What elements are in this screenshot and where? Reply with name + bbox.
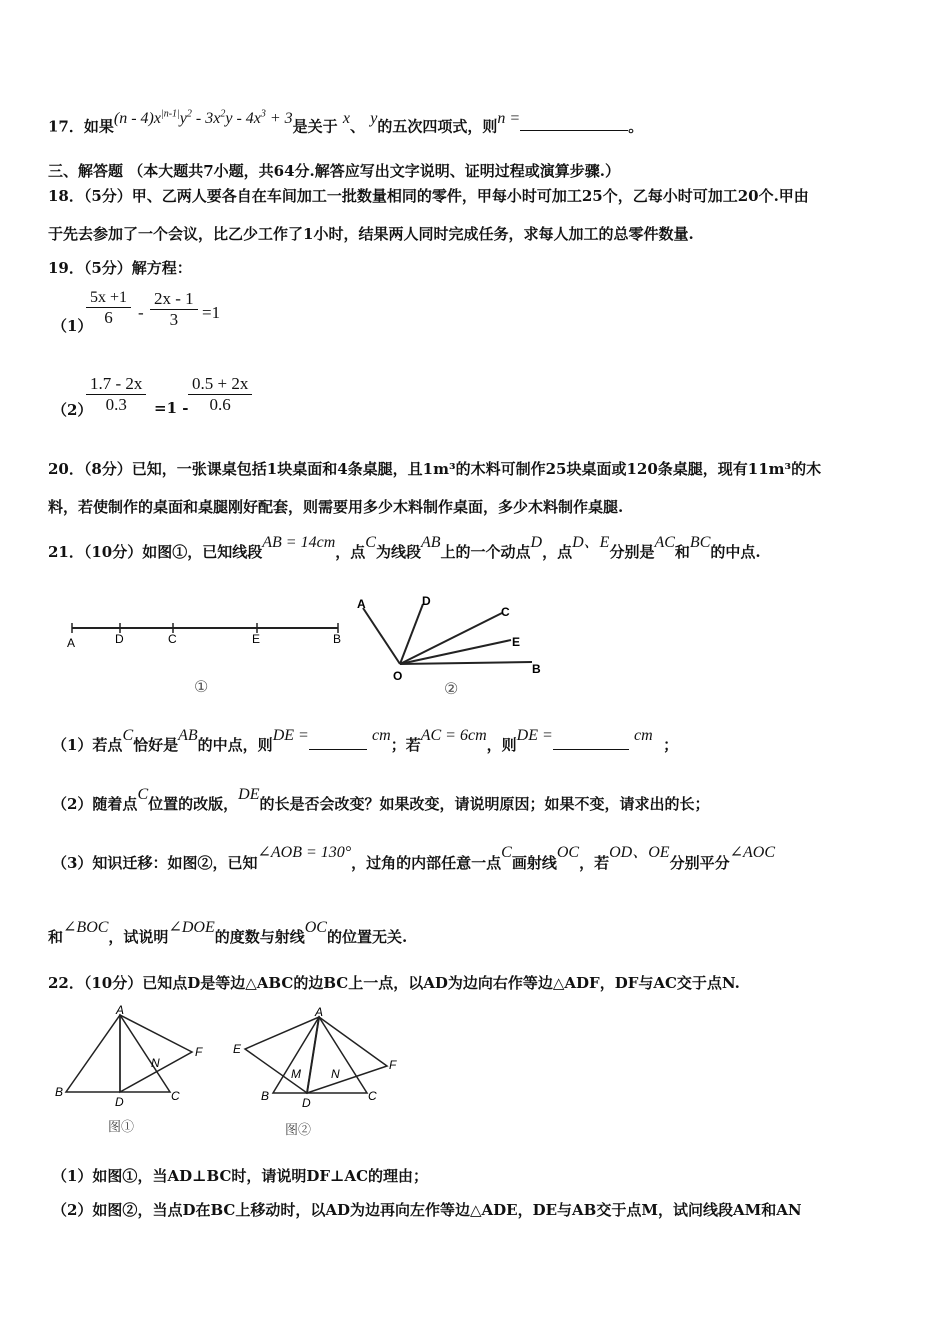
label-m: M (291, 1067, 301, 1081)
label-b: B (55, 1085, 64, 1099)
ray-oa (363, 608, 400, 664)
section-title: 三、解答题 （本大题共7小题，共64分.解答应写出文字说明、证明过程或演算步骤.） (48, 162, 620, 180)
q21-line1: 21．（10分）如图①，已知线段AB = 14cm，点C为线段AB上的一个动点D，点D、E分别是AC和BC的中点. (48, 534, 761, 561)
label-n: N (151, 1056, 160, 1070)
label-n: N (331, 1067, 340, 1081)
q17-text2: 的五次四项式，则 (377, 117, 498, 136)
label-e: E (512, 635, 521, 649)
label-b: B (333, 632, 342, 646)
label-f: F (195, 1045, 203, 1059)
label-c: C (368, 1089, 377, 1103)
label-c: C (501, 605, 510, 619)
q19-part1-label: （1） (52, 317, 93, 335)
label-c: C (168, 632, 177, 646)
label-a: A (315, 1005, 324, 1019)
triangle-adf (307, 1017, 387, 1093)
triangle-abc (273, 1017, 367, 1093)
figure1-caption: ① (194, 679, 209, 696)
label-d: D (115, 1095, 124, 1109)
ray-oc (400, 613, 502, 664)
q19-p1-rhs: =1 (202, 303, 221, 322)
label-a: A (67, 636, 76, 650)
q19-p1-minus: - (138, 303, 144, 322)
q22-line1: 22．（10分）已知点D是等边△ABC的边BC上一点，以AD为边向右作等边△ADF，DF与AC交于点N. (48, 974, 740, 992)
answer-blank-1 (309, 735, 367, 750)
q17-answer-blank (520, 116, 628, 131)
q21-part1: （1）若点C恰好是AB的中点，则DE = cm；若AC = 6cm，则DE = cm ； (52, 727, 679, 754)
q17-sep: 、 (350, 117, 366, 136)
q17-var-y: y (370, 110, 378, 128)
q19-title: 19．（5分）解方程： (48, 259, 192, 277)
label-d: D (302, 1096, 311, 1110)
q21-part3: （3）知识迁移：如图②，已知∠AOB = 130°，过角的内部任意一点C画射线OC，若OD、OE分别平分∠AOC (52, 844, 775, 872)
q19-part2-label: （2） (52, 401, 93, 419)
q19-p2-fraction1: $\frac{1.7 - 2x}{0.3}$ (86, 374, 146, 415)
label-a: A (116, 1005, 125, 1017)
q17-var-x: x (342, 110, 351, 128)
triangle-abc (66, 1015, 170, 1092)
label-d: D (115, 632, 124, 646)
q22-part2: （2）如图②，当点D在BC上移动时，以AD为边再向左作等边△ADE，DE与AB交于点M，试问线段AM和AN (52, 1201, 802, 1219)
answer-blank-2 (553, 735, 629, 750)
label-c: C (171, 1089, 180, 1103)
label-f: F (389, 1058, 397, 1072)
q21-part2: （2）随着点C位置的改版，DE的长是否会改变？如果改变，请说明原因；如果不变，请求出的长； (52, 786, 710, 813)
q18-line2: 于先去参加了一个会议，比乙少工作了1小时，结果两人同时完成任务，求每人加工的总零件数量. (48, 225, 694, 243)
q21-figure1 (60, 610, 360, 700)
q19-p2-mid: =1 - (154, 399, 189, 417)
q22-figure2 (225, 1005, 415, 1140)
q20-line2: 料，若使制作的桌面和桌腿刚好配套，则需要用多少木料制作桌面，多少木料制作桌腿. (48, 498, 624, 516)
q17-text1: 是关于 (292, 117, 338, 136)
q21-figure2 (345, 590, 560, 700)
q21-part3-continued: 和∠BOC，试说明∠DOE的度数与射线OC的位置无关. (48, 919, 408, 946)
ray-oe (400, 640, 511, 664)
q19-p1-fraction2: $\frac{2x - 1}{3}$ (150, 289, 198, 330)
label-b: B (532, 662, 541, 676)
label-e: E (233, 1042, 242, 1056)
q19-p1-fraction1: $\frac{5x +1}{6}$ (86, 289, 131, 328)
q17-end: 。 (628, 117, 644, 136)
q22-figure1 (50, 1005, 220, 1140)
figure2-caption: 图② (285, 1122, 312, 1137)
q20-line1: 20．（8分）已知，一张课桌包括1块桌面和4条桌腿，且1m³的木料可制作25块桌面或120条桌腿，现有11m³的木 (48, 460, 822, 478)
q17-n-eq: n = (497, 110, 521, 128)
q17-expression: $(n - 4)x^{|n-1|}y^2 - 3x^2y - 4x^3 + 3$ (113, 109, 293, 128)
q18-line1: 18．（5分）甲、乙两人要各自在车间加工一批数量相同的零件，甲每小时可加工25个，乙每小时可加工20个.甲由 (48, 187, 809, 205)
q17-line (48, 109, 644, 138)
label-d: D (422, 594, 431, 608)
q17-number: 17．如果 (48, 117, 114, 136)
label-e: E (252, 632, 261, 646)
label-b: B (261, 1089, 270, 1103)
triangle-adf (120, 1015, 192, 1092)
figure1-caption: 图① (108, 1119, 135, 1134)
figure2-caption: ② (444, 681, 459, 698)
q22-part1: （1）如图①，当AD⊥BC时，请说明DF⊥AC的理由； (52, 1167, 429, 1185)
ray-ob (400, 662, 532, 664)
label-a: A (357, 597, 366, 611)
q19-p2-fraction2: $\frac{0.5 + 2x}{0.6}$ (188, 374, 252, 415)
label-o: O (393, 669, 403, 683)
